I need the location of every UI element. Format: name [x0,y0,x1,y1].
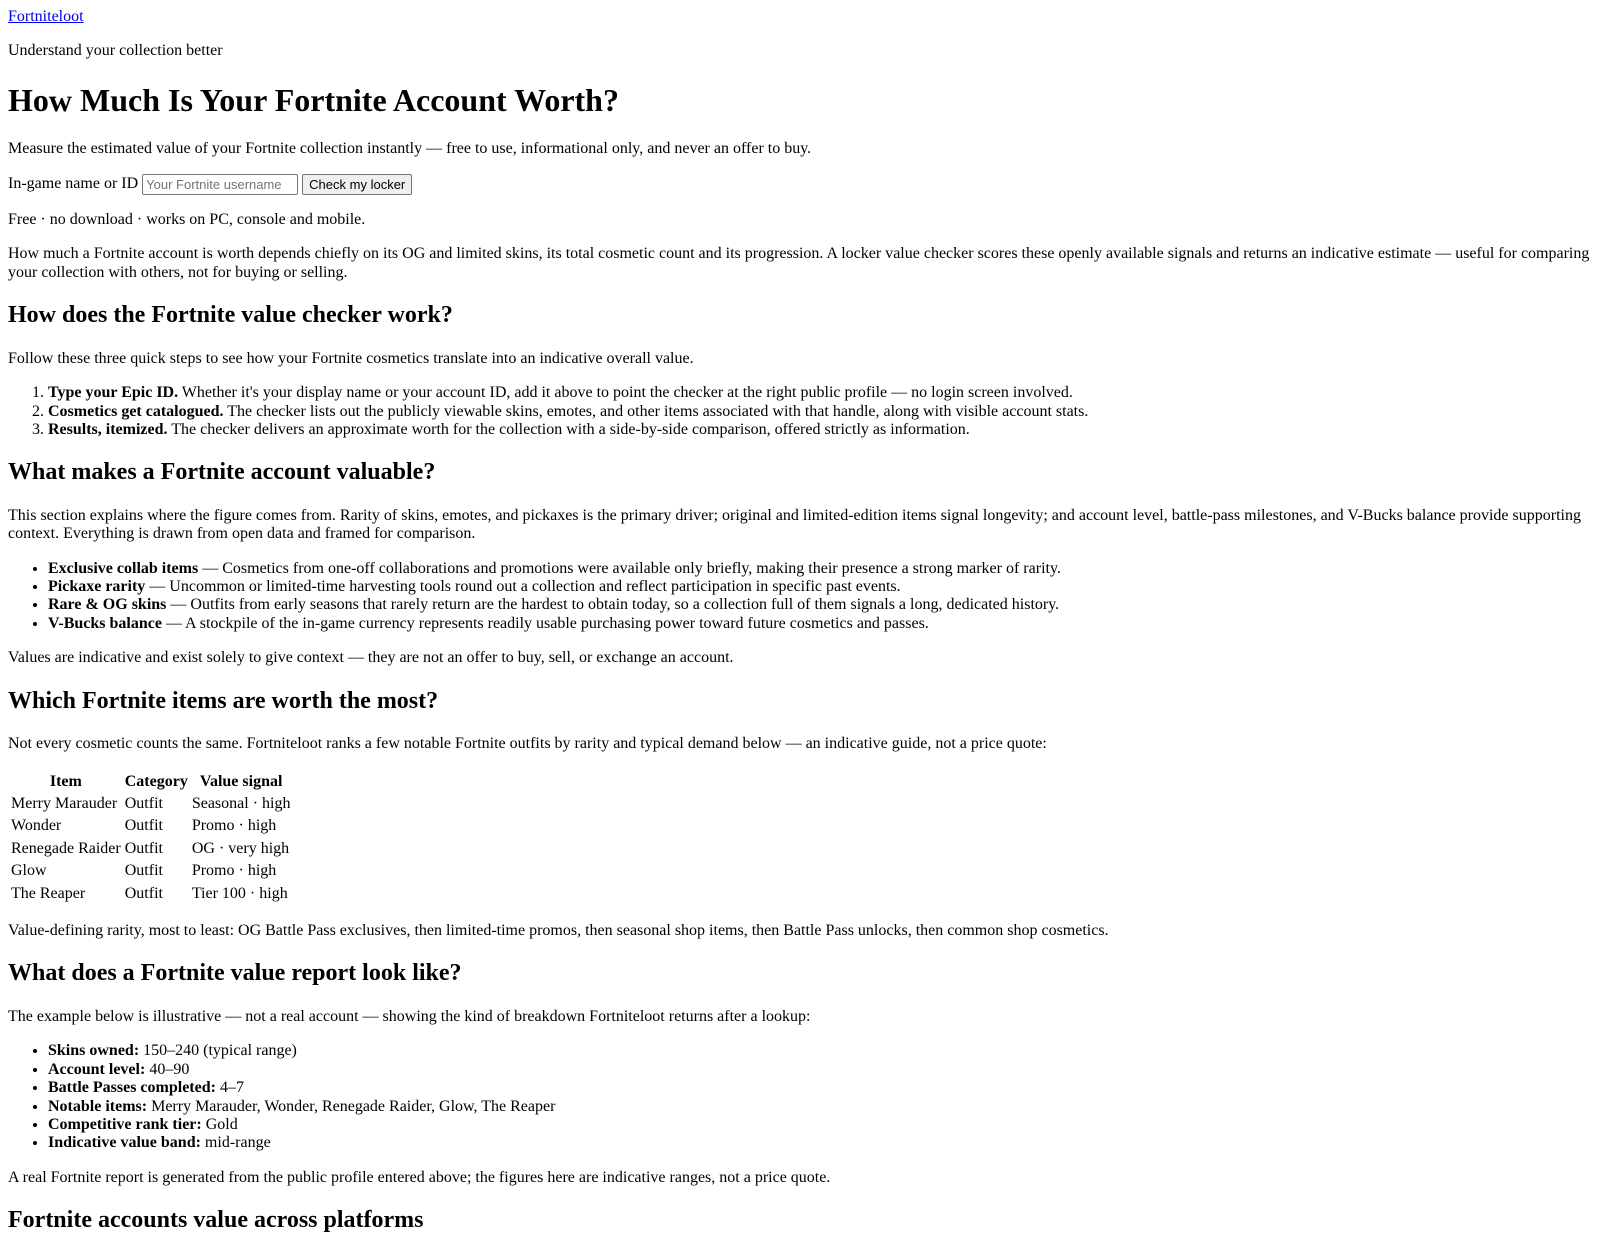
stat-label: Battle Passes completed: [48,1079,216,1097]
step-text: The checker delivers an approximate worth for the collection with a side-by-side comparison, offered strictly as information. [167,420,970,438]
stat-value: Gold [201,1115,238,1133]
intro-paragraph: How much a Fortnite account is worth depends chiefly on its OG and limited skins, its total cosmetic count and its progression. A locker value checker scores these openly available signals and returns an indicative estimate — useful for comparing your collection with others, not for buying or selling. [8,245,1590,281]
category-cell: Outfit [124,817,163,835]
stat-item [48,1098,1592,1116]
table-row [10,861,291,881]
item-cell: The Reaper [11,884,86,902]
column-header-value-signal: Value signal [199,772,283,790]
stat-item [48,1079,1592,1097]
items-table-wrap [8,770,1592,906]
stat-label: Notable items: [48,1097,148,1115]
factor-text: — Cosmetics from one-off collaborations and promotions were available only briefly, making their presence a strong marker of rarity. [198,559,1061,577]
step-title: Results, itemized. [48,420,168,438]
value-signal-cell: OG · very high [191,839,290,857]
factor-item [48,596,1592,614]
stat-item [48,1042,1592,1060]
how-heading: How does the Fortnite value checker work? [8,302,453,329]
report-footnote: A real Fortnite report is generated from the public profile entered above; the figures here are indicative ranges, not a price quote. [8,1168,831,1186]
factor-item [48,578,1592,596]
step-item [48,421,1592,439]
step-title: Type your Epic ID. [48,384,179,402]
stat-value: 4–7 [215,1079,244,1097]
step-title: Cosmetics get catalogued. [48,402,224,420]
stat-item [48,1061,1592,1079]
value-signal-cell: Promo · high [191,817,277,835]
stat-label: Indicative value band: [48,1134,201,1152]
value-signal-cell: Seasonal · high [191,795,291,812]
form-note: Free · no download · works on PC, console and mobile. [8,210,366,228]
page-title: How Much Is Your Fortnite Account Worth? [8,81,619,118]
table-row [10,839,291,859]
site-tagline: Understand your collection better [8,42,223,60]
items-table [8,770,293,906]
factor-text: — A stockpile of the in-game currency represents readily usable purchasing power toward future cosmetics and passes. [161,614,929,632]
report-heading: What does a Fortnite value report look like? [8,960,462,987]
table-header-row [10,772,291,792]
item-cell: Glow [11,862,47,880]
item-cell: Merry Marauder [11,795,118,812]
factors-list [8,560,1592,634]
platforms-heading: Fortnite accounts value across platforms [8,1207,424,1234]
stat-value: 40–90 [145,1060,190,1078]
stat-value: 150–240 (typical range) [139,1042,297,1060]
stat-label: Competitive rank tier: [48,1115,202,1133]
factor-text: — Outfits from early seasons that rarely return are the hardest to obtain today, so a collection full of them signals a long, dedicated history. [166,596,1060,614]
table-row [10,884,291,904]
factor-item [48,560,1592,578]
step-text: The checker lists out the publicly viewable skins, emotes, and other items associated with that handle, along with visible account stats. [223,402,1089,420]
column-header-item: Item [49,772,82,790]
step-item [48,384,1592,402]
factor-title: Exclusive collab items [48,559,199,577]
lookup-form [8,174,1592,195]
valuable-lead: This section explains where the figure comes from. Rarity of skins, emotes, and pickaxes is the primary driver; original and limited-edition items signal longevity; and account level, battle-pass milestones, and V-Bucks balance provide supporting context. Everything is drawn from open data and framed for comparison. [8,506,1581,543]
column-header-category: Category [124,772,188,790]
how-lead: Follow these three quick steps to see how your Fortnite cosmetics translate into an indicative overall value. [8,349,694,367]
report-lead: The example below is illustrative — not a real account — showing the kind of breakdown Fortniteloot returns after a lookup: [8,1007,811,1025]
report-stats-list [8,1042,1592,1152]
table-row [10,794,291,814]
item-cell: Wonder [11,817,62,835]
category-cell: Outfit [124,884,163,902]
stat-value: Merry Marauder, Wonder, Renegade Raider, Glow, The Reaper [147,1097,556,1115]
factor-title: V-Bucks balance [48,614,162,632]
rarity-note: Value-defining rarity, most to least: OG Battle Pass exclusives, then limited-time promos, then seasonal shop items, then Battle Pass unlocks, then common shop cosmetics. [8,921,1109,939]
category-cell: Outfit [124,795,163,812]
value-disclaimer: Values are indicative and exist solely to give context — they are not an offer to buy, sell, or exchange an account. [8,649,734,667]
hero-subtitle: Measure the estimated value of your Fortnite collection instantly — free to use, informational only, and never an offer to buy. [8,139,812,157]
step-item [48,403,1592,421]
table-row [10,816,291,836]
site-brand-link[interactable]: Fortniteloot [8,8,84,25]
stat-value: mid-range [200,1134,271,1152]
factor-text: — Uncommon or limited-time harvesting tools round out a collection and reflect participation in specific past events. [145,578,901,596]
factor-title: Rare & OG skins [48,596,167,614]
items-heading: Which Fortnite items are worth the most? [8,687,439,714]
value-signal-cell: Tier 100 · high [191,884,288,902]
step-text: Whether it's your display name or your account ID, add it above to point the checker at the right public profile — no login screen involved. [178,384,1073,402]
username-input[interactable] [142,174,298,195]
stat-label: Skins owned: [48,1042,140,1060]
steps-list [8,384,1592,439]
valuable-heading: What makes a Fortnite account valuable? [8,459,436,486]
factor-title: Pickaxe rarity [48,578,146,596]
category-cell: Outfit [124,839,163,857]
stat-item [48,1134,1592,1152]
stat-label: Account level: [48,1060,146,1078]
factor-item [48,615,1592,633]
username-label: In-game name or ID [8,175,139,193]
stat-item [48,1116,1592,1134]
items-lead: Not every cosmetic counts the same. Fortniteloot ranks a few notable Fortnite outfits by rarity and typical demand below — an indicative guide, not a price quote: [8,735,1047,753]
check-locker-button[interactable]: Check my locker [302,174,412,195]
value-signal-cell: Promo · high [191,862,277,880]
category-cell: Outfit [124,862,163,880]
item-cell: Renegade Raider [11,839,121,857]
